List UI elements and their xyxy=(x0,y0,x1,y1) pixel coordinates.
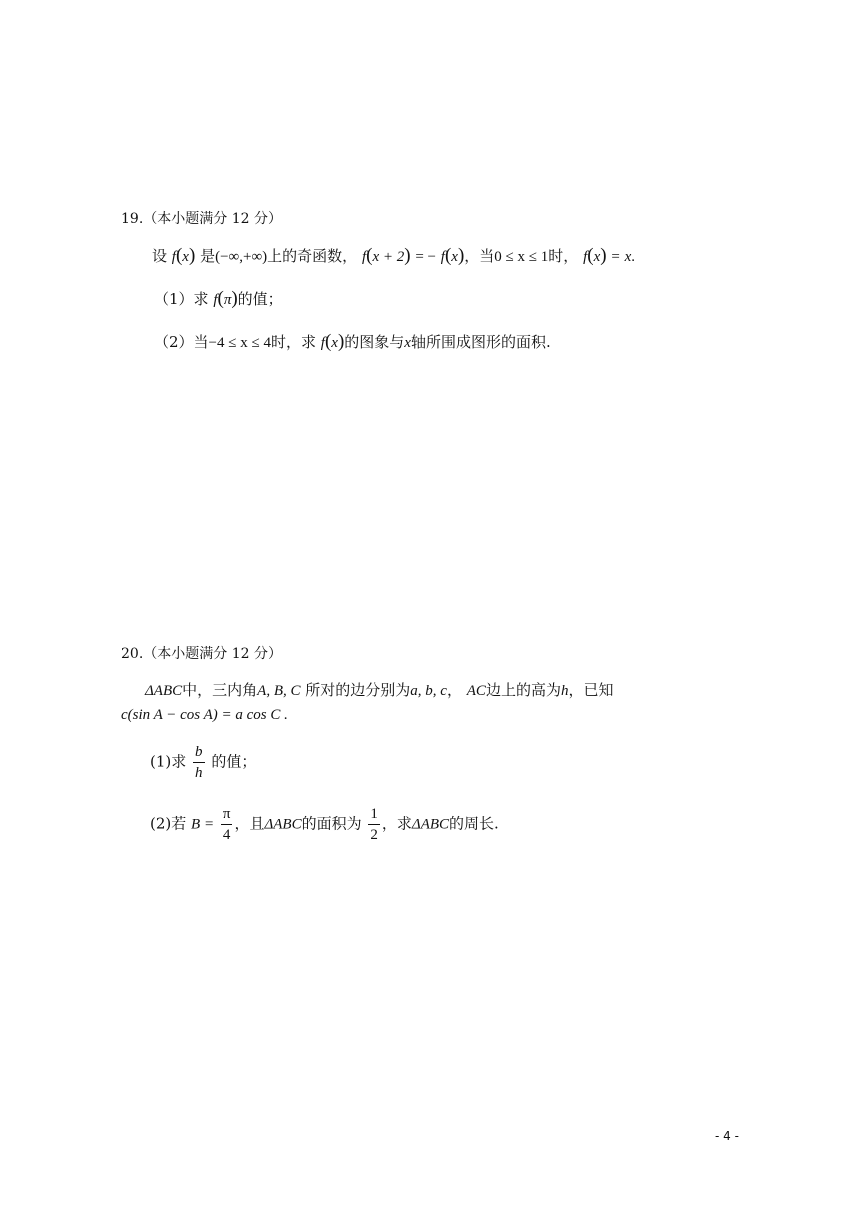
math-ac: AC xyxy=(466,683,486,699)
math-x-plus-2: x + 2 xyxy=(372,249,405,265)
q1-label: （1）求 xyxy=(154,290,209,308)
page-number: - 4 - xyxy=(715,1129,739,1143)
math-eq-neg: = − xyxy=(415,249,436,265)
math-pi: π xyxy=(223,292,232,308)
text: 所对的边分别为 xyxy=(305,681,411,699)
text: ，求 xyxy=(381,814,412,833)
text: 中，三内角 xyxy=(182,681,258,699)
text: ，已知 xyxy=(568,681,614,699)
stem-text: 是 xyxy=(200,247,216,265)
math-triangle: ΔABC xyxy=(411,816,450,833)
math-f: f xyxy=(583,249,588,265)
text: 的面积为 xyxy=(301,814,362,833)
math-angles: A, B, C xyxy=(257,683,301,699)
problem-20-q2 xyxy=(150,804,499,845)
math-triangle: ΔABC xyxy=(145,683,183,699)
fraction-den: 4 xyxy=(222,827,231,843)
math-h: h xyxy=(560,683,569,699)
problem-20-q1 xyxy=(150,742,256,783)
math-ineq1: 0 ≤ x ≤ 1 xyxy=(494,249,549,265)
math-f: f xyxy=(171,249,176,265)
fraction-one-half xyxy=(368,804,380,845)
fraction-num: π xyxy=(221,804,233,825)
q2-text: 轴所围成图形的面积. xyxy=(410,333,551,351)
problem-20-line2: c(sin A − cos A) = a cos C . xyxy=(121,707,288,723)
math-eq: = xyxy=(611,249,620,265)
problem-19-stem: 设 f(x) 是(−∞,+∞)上的奇函数， f(x + 2) = − f(x)，当0 ≤ x ≤ 1时， f(x) = x. xyxy=(152,245,636,266)
math-x: x xyxy=(331,335,338,351)
problem-19-q1: （1）求 f(π)的值； xyxy=(154,288,283,309)
math-period: . xyxy=(631,249,636,265)
math-f: f xyxy=(440,249,445,265)
math-interval: (−∞,+∞) xyxy=(215,249,268,265)
q2-label: (2)若 xyxy=(150,814,187,833)
text: 边上的高为 xyxy=(485,681,561,699)
math-x: x xyxy=(451,249,458,265)
math-x: x xyxy=(182,249,189,265)
math-x: x xyxy=(624,249,632,265)
problem-19-header: 19.（本小题满分 12 分） xyxy=(121,211,282,227)
problem-20-header: 20.（本小题满分 12 分） xyxy=(121,646,282,662)
math-x: x xyxy=(593,249,601,265)
text: 的周长. xyxy=(449,814,499,833)
text: ，且 xyxy=(234,814,265,833)
q2-text: 的图象与 xyxy=(344,333,405,351)
stem-text: 时， xyxy=(548,247,579,265)
math-b-eq: B = xyxy=(191,816,215,833)
q1-tail: 的值； xyxy=(237,290,283,308)
fraction-num: b xyxy=(193,742,205,763)
math-f: f xyxy=(320,335,325,351)
stem-text: 设 xyxy=(152,247,168,265)
math-x: x xyxy=(404,335,411,351)
fraction-b-over-h xyxy=(193,742,205,783)
problem-20-line1 xyxy=(145,680,613,701)
problem-19-q2: （2）当−4 ≤ x ≤ 4时，求 f(x)的图象与x轴所围成图形的面积. xyxy=(154,331,551,352)
fraction-num: 1 xyxy=(368,804,380,825)
q2-text: 时，求 xyxy=(270,333,316,351)
text: ， xyxy=(446,681,462,699)
math-sides: a, b, c xyxy=(410,683,447,699)
stem-text: ，当 xyxy=(464,247,495,265)
fraction-den: 2 xyxy=(370,827,378,843)
q1-label: (1)求 xyxy=(150,752,187,771)
fraction-pi-over-4 xyxy=(221,804,233,845)
math-f: f xyxy=(361,249,367,265)
q2-label: （2）当 xyxy=(154,333,209,351)
q1-tail: 的值； xyxy=(211,752,257,771)
math-triangle: ΔABC xyxy=(264,816,302,833)
math-ineq2: −4 ≤ x ≤ 4 xyxy=(208,335,271,351)
stem-text: 上的奇函数， xyxy=(267,247,358,265)
math-f: f xyxy=(213,292,218,308)
fraction-den: h xyxy=(195,765,203,781)
